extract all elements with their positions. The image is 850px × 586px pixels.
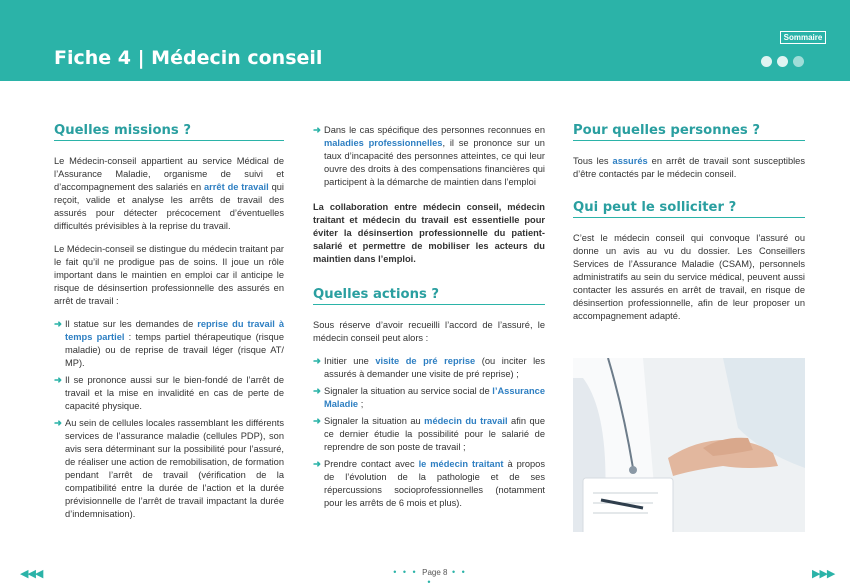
paragraph: Tous les assurés en arrêt de travail sont susceptibles d’être contactés par le médecin conseil. bbox=[573, 156, 805, 179]
prev-page-icon[interactable]: ◀◀◀ bbox=[20, 568, 43, 580]
paragraph: Le Médecin-conseil se distingue du médecin traitant par le fait qu’il ne prodigue pas de soins. Il joue un rôle important dans le maintien en emploi car il anticipe le risque de désinsertion professionnelle des assurés en arrêt de travail : bbox=[54, 244, 284, 306]
arrow-icon: ➜ bbox=[313, 386, 321, 396]
heading-solliciter: Qui peut le solliciter ? bbox=[573, 201, 805, 218]
page-title: Fiche 4 | Médecin conseil bbox=[54, 47, 323, 69]
dot-icon bbox=[793, 56, 804, 67]
list-item: ➜ Signaler la situation au service social de l’Assurance Maladie ; bbox=[313, 386, 545, 409]
page-number: Page 8 bbox=[422, 568, 448, 577]
arrow-icon: ➜ bbox=[313, 356, 321, 366]
arrow-icon: ➜ bbox=[54, 319, 62, 329]
heading-actions: Quelles actions ? bbox=[313, 288, 545, 305]
list-item: ➜ Signaler la situation au médecin du travail afin que ce dernier étudie la possibilité pour le salarié de reprendre de son poste de travail ; bbox=[313, 416, 546, 452]
dot-icon bbox=[761, 56, 772, 67]
column-missions bbox=[54, 124, 284, 525]
actions-list bbox=[313, 355, 545, 510]
specific-list bbox=[313, 124, 545, 189]
arrow-icon: ➜ bbox=[313, 459, 321, 469]
list-item: ➜ Initier une visite de pré reprise (ou inciter les assurés à demander une visite de pré reprise) ; bbox=[313, 356, 545, 379]
paragraph: C’est le médecin conseil qui convoque l’assuré ou donne un avis au vu du dossier. Les Conseillers Services de l’Assurance Maladie (CSAM), personnels administratifs au sein du service médical, peuvent aussi contacter les assurés en arrêt de travail, en risque de désinsertion professionnelle, afin de leur proposer un accompagnement adapté. bbox=[573, 233, 805, 321]
paragraph: Sous réserve d’avoir recueilli l’accord de l’assuré, le médecin conseil peut alors : bbox=[313, 320, 545, 343]
list-item: ➜ Au sein de cellules locales rassemblant les différents services de l’assurance maladie (cellules PDP), son avis sera déterminant sur la possibilité pour l’assuré, de réaliser une action de remobilisation, de formation pendant l’arrêt de travail (vérification de la compatibilité entre la durée de l’action et la durée prévisionnelle de l’arrêt de travail impactant la durée d’indemnisation). bbox=[54, 418, 284, 519]
list-item: ➜ Dans le cas spécifique des personnes reconnues en maladies professionnelles, il se prononce sur un taux d’incapacité des personnes atteintes, ce qui leur ouvre des droits à des compensations financières qui participent à la démarche de maintien dans l’emploi bbox=[313, 125, 545, 187]
list-item: ➜ Il se prononce aussi sur le bien-fondé de l’arrêt de travail et la mise en invalidité en cas de perte de capacité physique. bbox=[54, 375, 284, 411]
arrow-icon: ➜ bbox=[54, 375, 62, 385]
sommaire-button[interactable]: Sommaire bbox=[780, 31, 826, 44]
column-personnes bbox=[573, 124, 805, 333]
list-item: ➜ Prendre contact avec le médecin traitant à propos de l’évolution de la pathologie et de ses répercussions socioprofessionnelles (notamment pour les arrêts de 6 mois et plus). bbox=[313, 459, 546, 508]
missions-list bbox=[54, 318, 284, 521]
arrow-icon: ➜ bbox=[313, 125, 321, 135]
arrow-icon: ➜ bbox=[313, 416, 321, 426]
collaboration-paragraph: La collaboration entre médecin conseil, médecin traitant et médecin du travail est essentielle pour éviter la désinsertion professionnelle du patient-salarié et permettre de mobiliser les acteurs du maintien dans l’emploi. bbox=[313, 202, 545, 264]
pager: • • • Page 8 • • • bbox=[393, 567, 467, 586]
next-page-icon[interactable]: ▶▶▶ bbox=[812, 568, 835, 580]
arrow-icon: ➜ bbox=[54, 418, 62, 428]
paragraph: Le Médecin-conseil appartient au service Médical de l’Assurance Maladie, organisme de suivi et d’accompagnement des salariés en arrêt de travail qui reçoit, valide et analyse les arrêts de travail des assurés pour détecter précocement d’éventuelles difficultés prévisibles à la reprise du travail. bbox=[54, 156, 284, 231]
hands-illustration bbox=[573, 358, 805, 532]
list-item: ➜ Il statue sur les demandes de reprise du travail à temps partiel : temps partiel thérapeutique (risque maladie) ou de reprise de travail léger (risque AT/ MP). bbox=[54, 319, 284, 368]
header-band bbox=[0, 0, 850, 81]
heading-personnes: Pour quelles personnes ? bbox=[573, 124, 805, 141]
decorative-dots bbox=[761, 56, 804, 67]
heading-missions: Quelles missions ? bbox=[54, 124, 284, 141]
doctor-patient-photo bbox=[573, 358, 805, 532]
dot-icon bbox=[777, 56, 788, 67]
column-actions bbox=[313, 124, 545, 514]
